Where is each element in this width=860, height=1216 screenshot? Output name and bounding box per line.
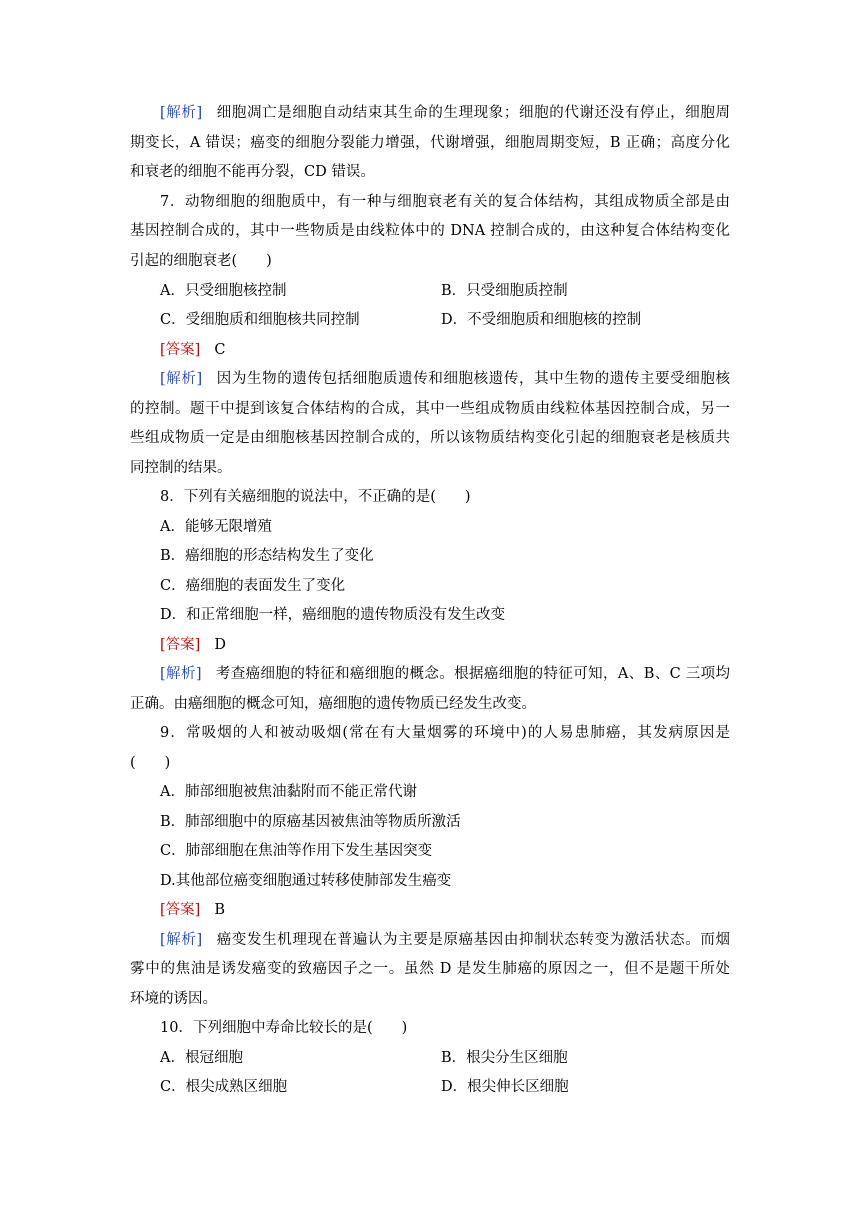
- question-7-stem: 基因控制合成的，其中一些物质是由线粒体中的 DNA 控制合成的，由这种复合体结构变化: [130, 223, 730, 239]
- answer-label: [答案]: [160, 342, 201, 358]
- question-9-answer: [答案] B: [160, 902, 225, 918]
- question-9-option-c: C．肺部细胞在焦油等作用下发生基因突变: [160, 843, 433, 859]
- question-9-option-b: B．肺部细胞中的原癌基因被焦油等物质所激活: [160, 814, 461, 830]
- question-7-option-d: D．不受细胞质和细胞核的控制: [441, 312, 642, 328]
- question-9-analysis: 雾中的焦油是诱发癌变的致癌因子之一。虽然 D 是发生肺癌的原因之一，但不是题干所处: [130, 961, 730, 977]
- analysis-label: [解析]: [160, 932, 203, 948]
- question-10-option-c: C．根尖成熟区细胞: [160, 1079, 288, 1095]
- question-7-option-a: A．只受细胞核控制: [160, 283, 287, 299]
- question-7-analysis: 同控制的结果。: [130, 460, 232, 476]
- answer-label: [答案]: [160, 637, 201, 653]
- question-9-stem: 9．常吸烟的人和被动吸烟(常在有大量烟雾的环境中)的人易患肺癌，其发病原因是: [160, 725, 730, 741]
- question-8-option-d: D．和正常细胞一样，癌细胞的遗传物质没有发生改变: [160, 607, 506, 623]
- question-10-option-a: A．根冠细胞: [160, 1050, 243, 1066]
- question-8-analysis: [解析] 考查癌细胞的特征和癌细胞的概念。根据癌细胞的特征可知，A、B、C 三项均: [160, 666, 730, 682]
- question-7-analysis: 的控制。题干中提到该复合体结构的合成，其中一些组成物质由线粒体基因控制合成，另一: [130, 401, 730, 417]
- question-10-stem: 10．下列细胞中寿命比较长的是( ): [160, 1020, 408, 1036]
- analysis-line: 和衰老的细胞不能再分裂，CD 错误。: [130, 164, 375, 180]
- question-9-option-a: A．肺部细胞被焦油黏附而不能正常代谢: [160, 784, 417, 800]
- question-7-analysis: 些组成物质一定是由细胞核基因控制合成的，所以该物质结构变化引起的细胞衰老是核质共: [130, 430, 730, 446]
- question-7-stem: 7．动物细胞的细胞质中，有一种与细胞衰老有关的复合体结构，其组成物质全部是由: [160, 194, 730, 210]
- question-8-option-c: C．癌细胞的表面发生了变化: [160, 578, 346, 594]
- question-8-option-b: B．癌细胞的形态结构发生了变化: [160, 548, 374, 564]
- question-7-option-c: C．受细胞质和细胞核共同控制: [160, 312, 360, 328]
- analysis-label: [解析]: [160, 666, 202, 682]
- question-7-stem: 引起的细胞衰老( ): [130, 253, 272, 269]
- analysis-line: 期变长，A 错误；癌变的细胞分裂能力增强，代谢增强，细胞周期变短，B 正确；高度分化: [130, 135, 730, 151]
- question-8-stem: 8．下列有关癌细胞的说法中，不正确的是( ): [160, 489, 471, 505]
- question-8-option-a: A．能够无限增殖: [160, 519, 272, 535]
- question-9-stem: ( ): [130, 755, 171, 771]
- question-10-option-b: B．根尖分生区细胞: [441, 1050, 568, 1066]
- answer-label: [答案]: [160, 902, 201, 918]
- question-7-answer: [答案] C: [160, 342, 226, 358]
- analysis-label: [解析]: [160, 105, 203, 121]
- question-9-option-d: D.其他部位癌变细胞通过转移使肺部发生癌变: [160, 873, 452, 889]
- analysis-line: [解析] 细胞凋亡是细胞自动结束其生命的生理现象；细胞的代谢还没有停止，细胞周: [160, 105, 730, 121]
- question-9-analysis: [解析] 癌变发生机理现在普遍认为主要是原癌基因由抑制状态转变为激活状态。而烟: [160, 932, 730, 948]
- question-8-answer: [答案] D: [160, 637, 226, 653]
- question-9-analysis: 环境的诱因。: [130, 991, 217, 1007]
- analysis-label: [解析]: [160, 371, 203, 387]
- question-10-option-d: D．根尖伸长区细胞: [441, 1079, 569, 1095]
- question-7-option-b: B．只受细胞质控制: [441, 283, 568, 299]
- question-8-analysis: 正确。由癌细胞的概念可知，癌细胞的遗传物质已经发生改变。: [130, 696, 536, 712]
- question-7-analysis: [解析] 因为生物的遗传包括细胞质遗传和细胞核遗传，其中生物的遗传主要受细胞核: [160, 371, 730, 387]
